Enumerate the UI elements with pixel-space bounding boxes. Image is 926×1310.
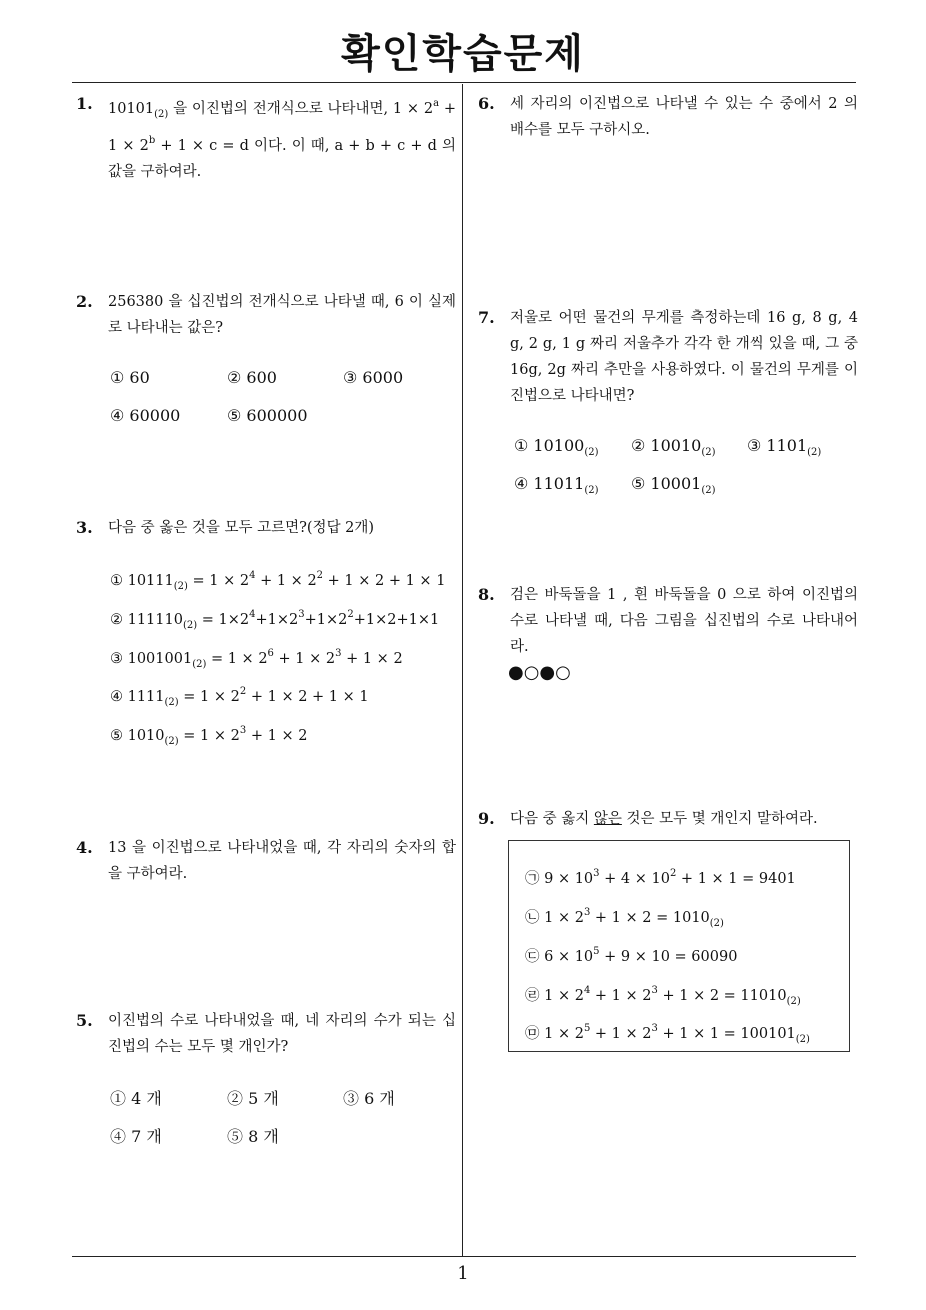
- superscript: 3: [583, 907, 591, 918]
- statement-4: [525, 984, 801, 1007]
- superscript: 2: [347, 609, 354, 620]
- choice-3[interactable]: [747, 436, 821, 458]
- text-part: ⑤ 10001: [631, 474, 702, 493]
- subscript: (2): [701, 447, 716, 458]
- question-text: 13 을 이진법으로 나타내었을 때, 각 자리의 숫자의 합을 구하여라.: [108, 840, 456, 882]
- statement-1: [525, 867, 796, 888]
- choice-1[interactable]: [110, 570, 445, 592]
- statements-box: [508, 840, 850, 1052]
- statement-2: [525, 906, 724, 929]
- text-part: + 1 × 2: [246, 728, 308, 744]
- choice-3[interactable]: ③ 6 개: [343, 1089, 395, 1108]
- text-part: 다음 중 옳지: [510, 811, 594, 827]
- text-part: ② 10010: [631, 436, 702, 455]
- text-part: = 1 × 2: [187, 573, 250, 589]
- question-text: 세 자리의 이진법으로 나타낼 수 있는 수 중에서 2 의 배수를 모두 구하시오.: [510, 96, 858, 138]
- subscript: (2): [807, 447, 822, 458]
- question-4: [76, 835, 456, 887]
- statement-5: [525, 1022, 810, 1045]
- text-part: = 1×2: [197, 612, 250, 628]
- text-part: ③ 1001001: [110, 651, 193, 667]
- question-number: 8.: [478, 585, 495, 604]
- text-part: ㉣ 1 × 2: [525, 988, 584, 1004]
- text-part: + 1 × 2: [341, 651, 403, 667]
- subscript: (2): [154, 109, 169, 120]
- question-5: [76, 1008, 456, 1060]
- question-number: 3.: [76, 518, 93, 537]
- subscript: (2): [173, 581, 188, 592]
- superscript: 3: [239, 725, 247, 736]
- question-text: 검은 바둑돌을 1 , 흰 바둑돌을 0 으로 하여 이진법의 수로 나타낼 때, 다음 그림을 십진법의 수로 나타내어라.: [510, 587, 858, 655]
- go-stones-figure: ●○●○: [508, 662, 571, 683]
- choice-3[interactable]: [110, 648, 403, 670]
- subscript: (2): [164, 697, 179, 708]
- choice-2[interactable]: ② 600: [227, 368, 277, 387]
- subscript: (2): [584, 485, 599, 496]
- text-part: ㉤ 1 × 2: [525, 1026, 584, 1042]
- question-3: [76, 515, 456, 541]
- superscript: 4: [583, 985, 591, 996]
- question-6: [478, 91, 858, 143]
- text-part: = 1 × 2: [178, 689, 240, 705]
- superscript: 3: [651, 985, 658, 996]
- choice-3[interactable]: ③ 6000: [343, 368, 404, 387]
- choice-5[interactable]: [631, 474, 716, 496]
- subscript: (2): [709, 918, 724, 929]
- text-part: ③ 1101: [747, 436, 808, 455]
- text-part: = 1 × 2: [178, 728, 240, 744]
- text-part: 것은 모두 몇 개인지 말하여라.: [621, 811, 818, 827]
- text-part: + 1 × 1 = 9401: [676, 871, 796, 887]
- page-number: 1: [457, 1263, 469, 1284]
- choice-5[interactable]: ⑤ 600000: [227, 406, 308, 425]
- superscript: 5: [583, 1023, 591, 1034]
- question-2: [76, 289, 456, 341]
- superscript: b: [148, 135, 156, 146]
- choice-2[interactable]: ② 5 개: [227, 1089, 279, 1108]
- superscript: a: [433, 98, 440, 109]
- choice-4[interactable]: [110, 686, 369, 708]
- subscript: (2): [192, 659, 207, 670]
- question-text: 256380 을 십진법의 전개식으로 나타낼 때, 6 이 실제로 나타내는 값은?: [108, 294, 456, 336]
- question-number: 1.: [76, 94, 93, 113]
- text-part: ㉡ 1 × 2: [525, 910, 584, 926]
- top-rule: [72, 82, 856, 83]
- text-part: = 1 × 2: [206, 651, 268, 667]
- choice-4[interactable]: ④ 7 개: [110, 1127, 162, 1146]
- subscript: (2): [584, 447, 599, 458]
- text-part: +1×2: [304, 612, 348, 628]
- text-part: + 1 × 2: [108, 101, 456, 154]
- superscript: 3: [298, 609, 305, 620]
- text-part: + 1 × 2: [590, 988, 652, 1004]
- choice-1[interactable]: ① 4 개: [110, 1089, 162, 1108]
- text-part: + 1 × 2 + 1 × 1: [323, 573, 446, 589]
- question-number: 4.: [76, 838, 93, 857]
- question-text: 저울로 어떤 물건의 무게를 측정하는데 16 g, 8 g, 4 g, 2 g, 1 g 짜리 저울추가 각각 한 개씩 있을 때, 그 중 16g, 2g 짜리 추만을 사용하였다. 이 물건의 무게를 이진법으로 나타내면?: [510, 310, 858, 404]
- text-part: ㉠ 9 × 10: [525, 871, 594, 887]
- text-part: + 1 × 2: [590, 1026, 652, 1042]
- question-number: 9.: [478, 809, 495, 828]
- text-part: ② 111110: [110, 612, 183, 628]
- text-part: + 1 × 2: [273, 651, 336, 667]
- statement-3: [525, 945, 737, 966]
- text-part: ④ 1111: [110, 689, 165, 705]
- text-part: + 4 × 10: [599, 871, 670, 887]
- subscript: (2): [182, 620, 198, 631]
- subscript: (2): [786, 996, 801, 1007]
- choice-4[interactable]: [514, 474, 599, 496]
- superscript: 3: [593, 868, 600, 879]
- subscript: (2): [701, 485, 716, 496]
- text-part: + 9 × 10 = 60090: [599, 949, 738, 965]
- text-part: + 1 × 2 = 1010: [590, 910, 710, 926]
- choice-4[interactable]: ④ 60000: [110, 406, 181, 425]
- question-9: [478, 806, 858, 832]
- column-divider: [462, 84, 463, 1256]
- choice-5[interactable]: ⑤ 8 개: [227, 1127, 279, 1146]
- text-part: + 1 × 2 + 1 × 1: [246, 689, 369, 705]
- superscript: 2: [316, 570, 324, 581]
- text-part: ④ 11011: [514, 474, 585, 493]
- subscript: (2): [164, 736, 179, 747]
- question-text: 이진법의 수로 나타내었을 때, 네 자리의 수가 되는 십진법의 수는 모두 몇 개인가?: [108, 1013, 456, 1055]
- choice-2[interactable]: [631, 436, 716, 458]
- superscript: 5: [593, 946, 600, 957]
- choice-1[interactable]: ① 60: [110, 368, 150, 387]
- text-part: + 1 × 1 = 100101: [657, 1026, 796, 1042]
- text-part: 을 이진법의 전개식으로 나타내면, 1 × 2: [168, 101, 434, 117]
- text-part: ㉢ 6 × 10: [525, 949, 594, 965]
- question-number: 6.: [478, 94, 495, 113]
- text-part: + 1 × c = d 이다. 이 때, a + b + c + d 의 값을 구하여라.: [108, 138, 456, 180]
- superscript: 2: [239, 686, 247, 697]
- text-part: 10101: [108, 101, 155, 117]
- superscript: 6: [267, 648, 274, 659]
- question-number: 2.: [76, 292, 93, 311]
- text-part: ⑤ 1010: [110, 728, 165, 744]
- underlined-word: 않은: [593, 811, 622, 827]
- text-part: ① 10100: [514, 436, 585, 455]
- question-8: [478, 582, 858, 660]
- page-title: 확인학습문제: [341, 31, 585, 77]
- question-1: [76, 91, 456, 185]
- superscript: 4: [249, 570, 256, 581]
- superscript: 3: [335, 648, 342, 659]
- text-part: + 1 × 2 = 11010: [657, 988, 787, 1004]
- question-7: [478, 305, 858, 409]
- question-number: 7.: [478, 308, 495, 327]
- superscript: 3: [651, 1023, 658, 1034]
- superscript: 4: [249, 609, 256, 620]
- subscript: (2): [795, 1034, 810, 1045]
- text-part: + 1 × 2: [255, 573, 317, 589]
- text-part: +1×2: [255, 612, 299, 628]
- question-text: [510, 806, 858, 832]
- question-number: 5.: [76, 1011, 93, 1030]
- question-text: 다음 중 옳은 것을 모두 고르면?(정답 2개): [108, 520, 375, 536]
- bottom-rule: [72, 1256, 856, 1257]
- question-text: [108, 91, 456, 185]
- choice-5[interactable]: [110, 725, 307, 747]
- choice-1[interactable]: [514, 436, 599, 458]
- text-part: ① 10111: [110, 573, 174, 589]
- superscript: 2: [669, 868, 677, 879]
- choice-2[interactable]: [110, 609, 439, 631]
- text-part: +1×2+1×1: [353, 612, 440, 628]
